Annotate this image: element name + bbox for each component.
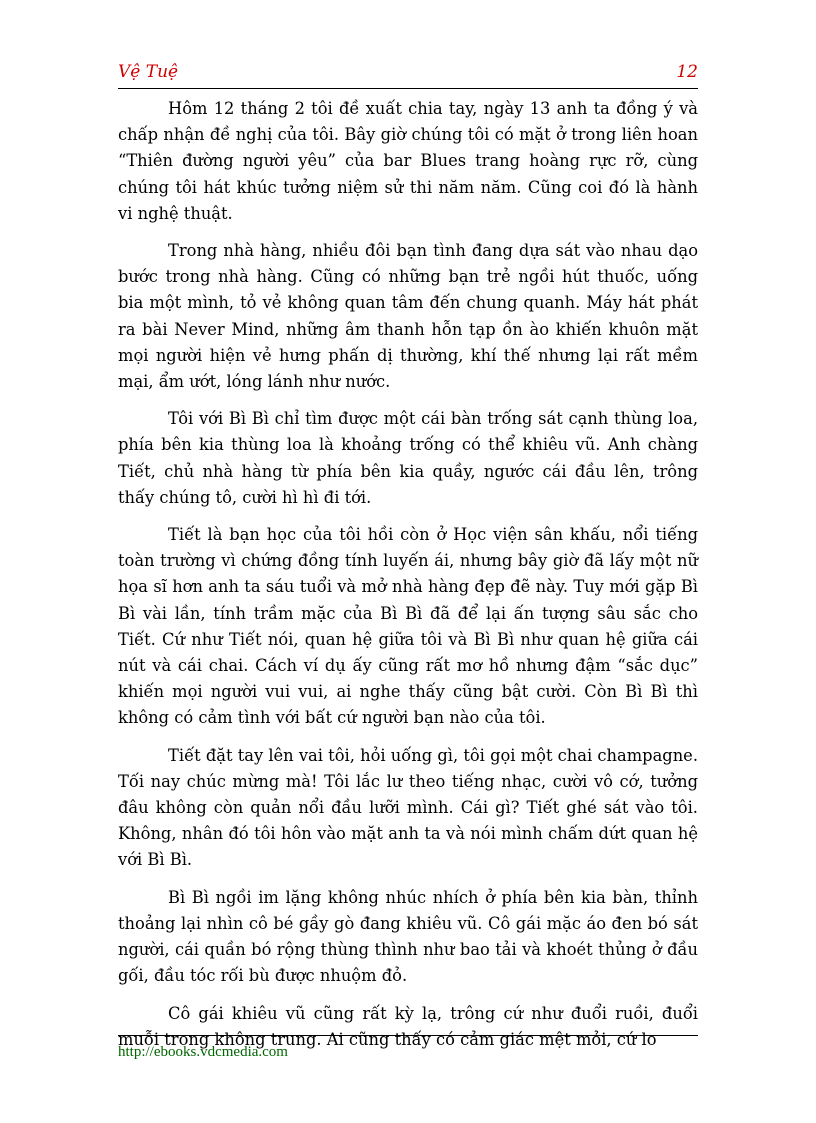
- page-footer: [118, 1035, 698, 1061]
- footer-link[interactable]: http://ebooks.vdcmedia.com: [118, 1044, 288, 1060]
- paragraph: Trong nhà hàng, nhiều đôi bạn tình đang dựa sát vào nhau dạo bước trong nhà hàng. Cũng có những bạn trẻ ngồi hút thuốc, uống bia một mình, tỏ vẻ không quan tâm đến chung quanh. Máy hát phát ra bài Never Mind, những âm thanh hỗn tạp ồn ào khiến khuôn mặt mọi người hiện vẻ hưng phấn dị thường, khí thế nhưng lại rất mềm mại, ẩm ướt, lóng lánh như nước.: [118, 241, 698, 392]
- paragraph: Bì Bì ngồi im lặng không nhúc nhích ở phía bên kia bàn, thỉnh thoảng lại nhìn cô bé gầy gò đang khiêu vũ. Cô gái mặc áo đen bó sát người, cái quần bó rộng thùng thình như bao tải và khoét thủng ở đầu gối, đầu tóc rối bù được nhuộm đỏ.: [118, 887, 698, 986]
- paragraph: Tiết là bạn học của tôi hồi còn ở Học viện sân khấu, nổi tiếng toàn trường vì chứng đồng tính luyến ái, nhưng bây giờ đã lấy một nữ họa sĩ hơn anh ta sáu tuổi và mở nhà hàng đẹp đẽ này. Tuy mới gặp Bì Bì vài lần, tính trầm mặc của Bì Bì đã để lại ấn tượng sâu sắc cho Tiết. Cứ như Tiết nói, quan hệ giữa tôi và Bì Bì như quan hệ giữa cái nút và cái chai. Cách ví dụ ấy cũng rất mơ hồ nhưng đậm “sắc dục” khiến mọi người vui vui, ai nghe thấy cũng bật cười. Còn Bì Bì thì không có cảm tình với bất cứ người bạn nào của tôi.: [118, 525, 698, 728]
- paragraph: Tiết đặt tay lên vai tôi, hỏi uống gì, tôi gọi một chai champagne. Tối nay chúc mừng mà! Tôi lắc lư theo tiếng nhạc, cười vô cớ, tưởng đâu không còn quản nổi đầu lưỡi mình. Cái gì? Tiết ghé sát vào tôi. Không, nhân đó tôi hôn vào mặt anh ta và nói mình chấm dứt quan hệ với Bì Bì.: [118, 745, 698, 870]
- page-header: [118, 60, 698, 89]
- paragraph: Tôi với Bì Bì chỉ tìm được một cái bàn trống sát cạnh thùng loa, phía bên kia thùng loa là khoảng trống có thể khiêu vũ. Anh chàng Tiết, chủ nhà hàng từ phía bên kia quầy, ngước cái đầu lên, trông thấy chúng tô, cười hì hì đi tới.: [118, 409, 698, 507]
- paragraph: Cô gái khiêu vũ cũng rất kỳ lạ, trông cứ như đuổi ruồi, đuổi muỗi trong không trung. Ai cũng thấy có cảm giác mệt mỏi, cứ lo: [118, 1003, 698, 1049]
- author-title: Vệ Tuệ: [118, 62, 179, 82]
- body-text: [118, 96, 698, 1064]
- page-number: 12: [676, 62, 698, 82]
- paragraph: Hôm 12 tháng 2 tôi đề xuất chia tay, ngày 13 anh ta đồng ý và chấp nhận đề nghị của tôi. Bây giờ chúng tôi có mặt ở trong liên hoan “Thiên đường người yêu” của bar Blues trang hoàng rực rỡ, cùng chúng tôi hát khúc tưởng niệm sử thi năm năm. Cũng coi đó là hành vi nghệ thuật.: [118, 99, 698, 223]
